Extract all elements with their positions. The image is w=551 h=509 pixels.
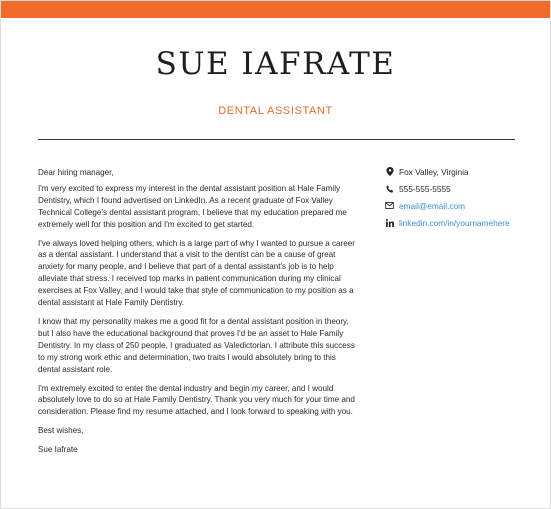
letter-paragraph: I'm very excited to express my interest in the dental assistant position at Hale Family Dentistry, which I found advertised on LinkedIn. As a recent graduate of Fox Valley Technical College's dental assistant program, I believe that my education prepared me extremely well for this position and I'm excited to get started. <box>38 183 347 229</box>
letter-paragraph: I'm extremely excited to enter the dental industry and begin my career, and I would absolutely love to do so at Hale Family Dentistry. Thank you very much for your time and consideration. Please find my resume attached, and I look forward to speaking with you. <box>38 383 355 417</box>
linkedin-link[interactable]: linkedin.com/in/yournamehere <box>399 217 510 228</box>
accent-bar <box>1 1 550 18</box>
contact-linkedin[interactable] <box>385 214 535 231</box>
cover-letter-body <box>38 167 358 463</box>
location-text: Fox Valley, Virginia <box>399 166 469 177</box>
contact-email[interactable] <box>385 197 535 214</box>
letter-paragraph: I know that my personality makes me a good fit for a dental assistant position in theory, but I also have the educational background that proves I'd be an asset to Hale Family Dentistry. In my class of 250 people, I graduated as Valedictorian. I attribute this success to my strong work ethic and determination, two traits I would absolutely bring to this dental assistant role. <box>38 316 355 374</box>
letter-paragraph: I've always loved helping others, which is a large part of why I wanted to pursue a career as a dental assistant. I understand that a visit to the dentist can be a cause of great anxiety for many people, and I believe that part of a dental assistant's job is to help alleviate that stress. I received top marks in patient communication during my clinical exercises at Fox Valley, and I would take that style of communication to my position as a dental assistant at Hale Family Dentistry. <box>38 238 355 308</box>
linkedin-icon <box>385 218 394 227</box>
closing: Best wishes, <box>38 426 84 436</box>
greeting: Dear hiring manager, <box>38 168 114 177</box>
divider <box>38 139 515 140</box>
applicant-name: SUE IAFRATE <box>155 46 396 82</box>
map-pin-icon <box>385 167 394 176</box>
signature: Sue Iafrate <box>38 445 78 455</box>
email-link[interactable]: email@email.com <box>399 200 466 211</box>
contact-info <box>385 163 535 231</box>
phone-icon <box>385 184 394 193</box>
contact-location <box>385 163 535 180</box>
envelope-icon <box>385 201 394 210</box>
job-title: DENTAL ASSISTANT <box>218 105 333 117</box>
contact-phone <box>385 180 535 197</box>
phone-text: 555-555-5555 <box>399 183 451 194</box>
